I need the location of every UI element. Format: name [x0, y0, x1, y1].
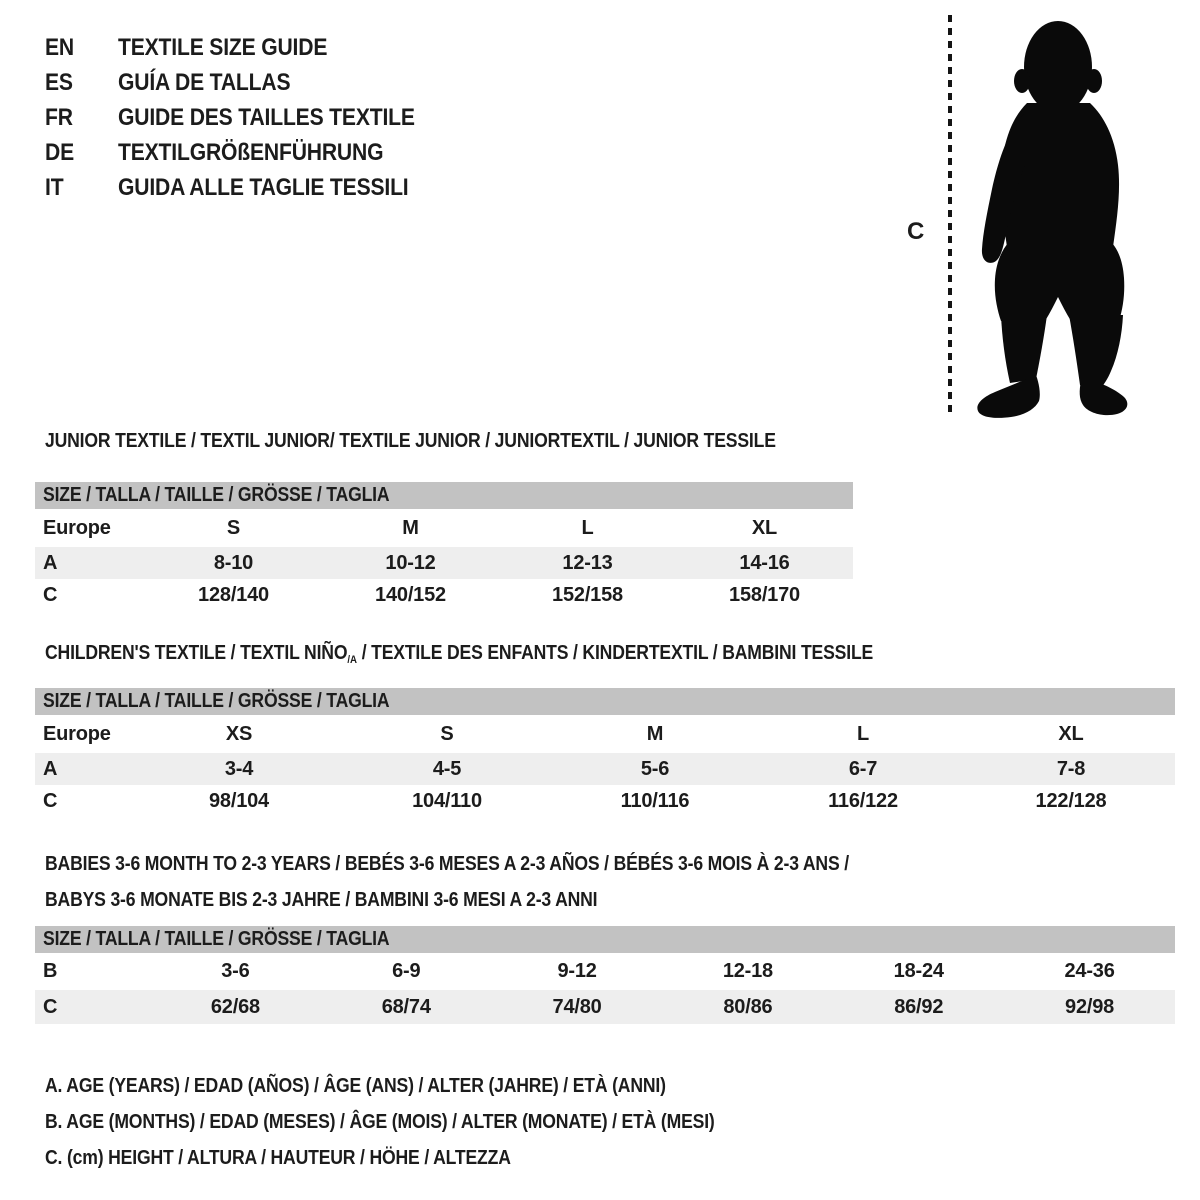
size-cell: 116/122 [828, 789, 898, 812]
row-label: C [43, 583, 58, 606]
size-cell: 12-13 [562, 551, 613, 574]
size-table-header: SIZE / TALLA / TAILLE / GRÖSSE / TAGLIA [35, 482, 853, 509]
language-title: TEXTILE SIZE GUIDE [118, 33, 328, 61]
table-row-age [35, 547, 853, 579]
language-row-es [45, 65, 455, 100]
language-row-fr [45, 100, 455, 135]
size-cell: 128/140 [198, 583, 269, 606]
language-row-it [45, 170, 455, 205]
baby-figure [895, 5, 1155, 430]
babies-size-table [35, 926, 1175, 1024]
language-title: GUIDA ALLE TAGLIE TESSILI [118, 173, 409, 201]
junior-size-table [35, 482, 853, 611]
size-cell: 6-7 [848, 757, 878, 780]
row-label: C [43, 789, 58, 812]
legend-line-c: C. (cm) HEIGHT / ALTURA / HAUTEUR / HÖHE / ALTEZZA [45, 1147, 511, 1169]
size-cell: 98/104 [209, 789, 269, 812]
size-table-header: SIZE / TALLA / TAILLE / GRÖSSE / TAGLIA [35, 688, 1175, 715]
size-cell: S [440, 722, 454, 745]
legend [45, 1068, 806, 1176]
row-label: A [43, 757, 58, 780]
language-code: EN [45, 33, 74, 61]
size-cell: 80/86 [723, 995, 773, 1018]
language-row-en [45, 30, 455, 65]
children-size-table [35, 688, 1175, 817]
size-cell: 158/170 [729, 583, 800, 606]
size-cell: 140/152 [375, 583, 446, 606]
table-row-months [35, 953, 1175, 990]
table-row-height [35, 785, 1175, 817]
size-cell: 104/110 [412, 789, 482, 812]
language-code: FR [45, 103, 73, 131]
size-cell: XS [225, 722, 253, 745]
size-cell: 62/68 [210, 995, 260, 1018]
size-cell: M [402, 516, 419, 539]
legend-line-a: A. AGE (YEARS) / EDAD (AÑOS) / ÂGE (ANS) / ALTER (JAHRE) / ETÀ (ANNI) [45, 1075, 666, 1097]
baby-silhouette [977, 21, 1127, 418]
baby-figure-svg [895, 5, 1155, 430]
size-cell: 3-4 [224, 757, 254, 780]
size-cell: 86/92 [894, 995, 944, 1018]
row-label: C [43, 995, 58, 1018]
table-row-europe [35, 715, 1175, 753]
size-cell: XL [751, 516, 778, 539]
title-subscript: /A [347, 653, 358, 666]
row-label: A [43, 551, 58, 574]
size-cell: 68/74 [381, 995, 431, 1018]
size-cell: 7-8 [1056, 757, 1086, 780]
size-cell: 10-12 [385, 551, 436, 574]
table-row-age [35, 753, 1175, 785]
junior-section-title: JUNIOR TEXTILE / TEXTIL JUNIOR/ TEXTILE JUNIOR / JUNIORTEXTIL / JUNIOR TESSILE [45, 430, 776, 452]
language-title: GUIDE DES TAILLES TEXTILE [118, 103, 415, 131]
size-cell: 92/98 [1065, 995, 1115, 1018]
size-cell: 8-10 [213, 551, 254, 574]
language-code: DE [45, 138, 74, 166]
language-title: TEXTILGRÖßENFÜHRUNG [118, 138, 384, 166]
size-cell: 3-6 [221, 960, 250, 982]
table-row-europe [35, 509, 853, 547]
size-cell: L [581, 516, 594, 539]
size-cell: L [856, 722, 870, 745]
language-list [45, 30, 455, 205]
height-label-c: C [907, 218, 925, 245]
legend-line-b: B. AGE (MONTHS) / EDAD (MESES) / ÂGE (MOIS) / ALTER (MONATE) / ETÀ (MESI) [45, 1111, 715, 1133]
size-cell: 6-9 [392, 960, 421, 982]
size-cell: 152/158 [552, 583, 623, 606]
size-cell: XL [1058, 722, 1084, 745]
language-row-de [45, 135, 455, 170]
babies-section-title: BABIES 3-6 MONTH TO 2-3 YEARS / BEBÉS 3-6 MESES A 2-3 AÑOS / BÉBÉS 3-6 MOIS À 2-3 ANS / BABYS 3-6 MONATE BIS 2-3 JAHRE / BAMBINI 3-6 MESI A 2-3 ANNI [45, 853, 849, 911]
children-section-title: CHILDREN'S TEXTILE / TEXTIL NIÑO/A / TEXTILE DES ENFANTS / KINDERTEXTIL / BAMBINI TESSILE [45, 642, 874, 666]
language-title: GUÍA DE TALLAS [118, 68, 291, 96]
language-code: IT [45, 173, 64, 201]
size-cell: 74/80 [552, 995, 602, 1018]
size-cell: 12-18 [722, 960, 773, 982]
row-label: B [43, 960, 58, 982]
row-label: Europe [43, 722, 111, 745]
size-cell: 24-36 [1064, 960, 1115, 982]
size-cell: 9-12 [557, 960, 597, 982]
size-cell: 14-16 [739, 551, 790, 574]
language-code: ES [45, 68, 73, 96]
table-row-height [35, 990, 1175, 1024]
size-cell: 18-24 [893, 960, 944, 982]
size-cell: S [226, 516, 241, 539]
size-cell: M [646, 722, 664, 745]
table-row-height [35, 579, 853, 611]
size-table-header: SIZE / TALLA / TAILLE / GRÖSSE / TAGLIA [35, 926, 1175, 953]
row-label: Europe [43, 516, 111, 539]
size-cell: 5-6 [640, 757, 670, 780]
size-cell: 4-5 [432, 757, 462, 780]
size-cell: 110/116 [620, 789, 690, 812]
size-cell: 122/128 [1035, 789, 1107, 812]
